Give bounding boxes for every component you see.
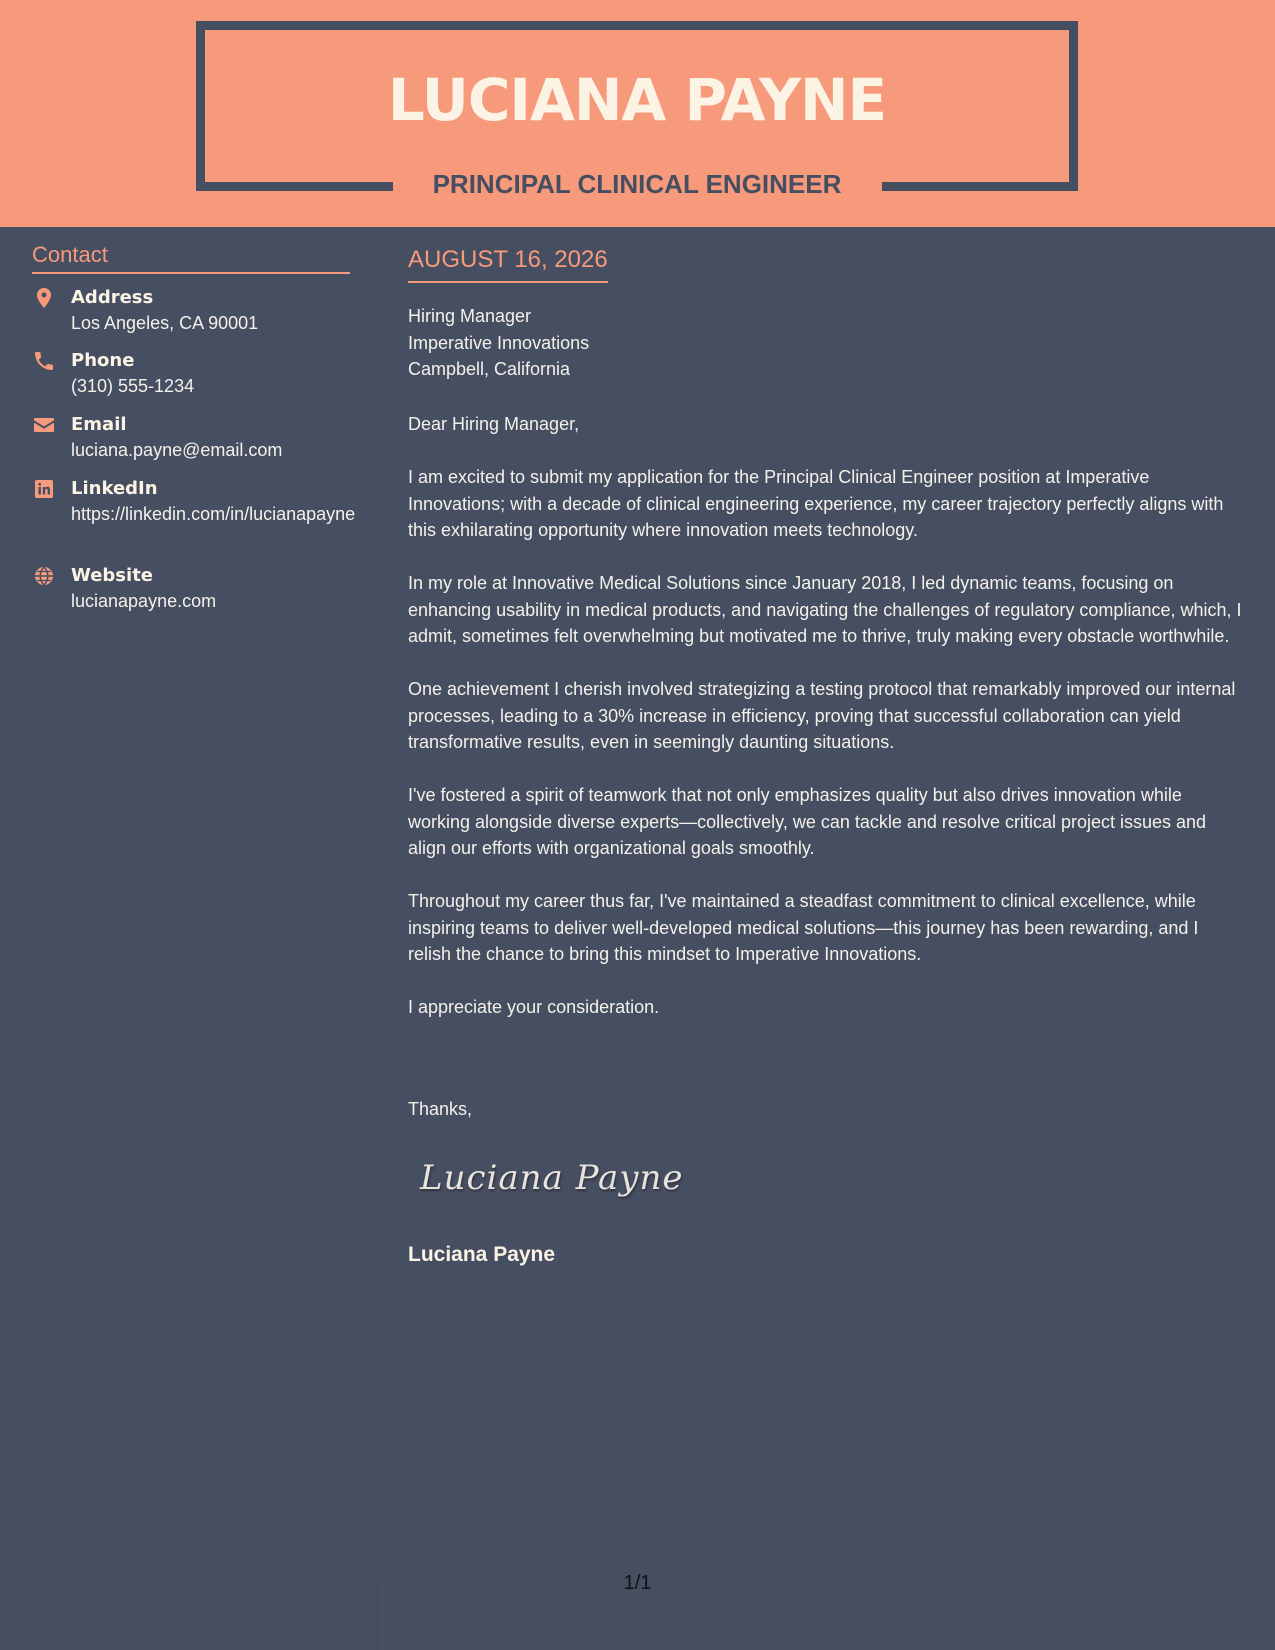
phone-icon: [32, 349, 56, 373]
letter-paragraph: I've fostered a spirit of teamwork that not only emphasizes quality but also drives innovation while working alongside diverse experts—collectively, we can tackle and resolve critical project issues and align our efforts with organizational goals smoothly.: [408, 785, 1207, 858]
salutation: Dear Hiring Manager,: [408, 414, 580, 434]
signer-name: Luciana Payne: [408, 1243, 556, 1266]
letter-paragraph: I am excited to submit my application for the Principal Clinical Engineer position at Imperative Innovations; with a decade of clinical engineering experience, my career trajectory perfectly aligns with this exhilarating opportunity where innovation meets technology.: [408, 467, 1224, 540]
signature: Luciana Payne: [420, 1158, 684, 1198]
contact-label: Phone: [71, 350, 135, 371]
candidate-name: LUCIANA PAYNE: [387, 66, 887, 134]
letter-date: AUGUST 16, 2026: [408, 244, 608, 283]
recipient-company: Imperative Innovations: [408, 332, 590, 353]
contact-label: LinkedIn: [71, 478, 158, 499]
contact-label: Website: [71, 565, 154, 586]
contact-label: Address: [71, 287, 154, 308]
letter-paragraph: One achievement I cherish involved strategizing a testing protocol that remarkably improved our internal processes, leading to a 30% increase in efficiency, proving that successful collaboration can yield transformative results, even in seemingly daunting situations.: [408, 679, 1236, 752]
contact-value: (310) 555-1234: [71, 376, 195, 396]
contact-label: Email: [71, 414, 127, 435]
header-banner: [0, 0, 1275, 227]
recipient-name: Hiring Manager: [408, 306, 532, 326]
contact-value: Los Angeles, CA 90001: [71, 313, 259, 333]
job-title: PRINCIPAL CLINICAL ENGINEER: [432, 169, 842, 199]
recipient-location: Campbell, California: [408, 359, 571, 379]
closing: Thanks,: [408, 1099, 473, 1119]
envelope-icon: [32, 413, 56, 437]
linkedin-link[interactable]: https://linkedin.com/in/lucianapayne: [71, 504, 356, 524]
contact-heading: Contact: [32, 240, 350, 274]
letter-body: [408, 411, 1246, 1047]
letter-paragraph: Throughout my career thus far, I've maintained a steadfast commitment to clinical excellence, while inspiring teams to deliver well-developed medical solutions—this journey has been rewarding, and I relish the chance to bring this mindset to Imperative Innovations.: [408, 891, 1199, 964]
map-pin-icon: [32, 286, 56, 310]
letter-paragraph: I appreciate your consideration.: [408, 997, 660, 1017]
email-link[interactable]: luciana.payne@email.com: [71, 440, 283, 460]
letter-paragraph: In my role at Innovative Medical Solutions since January 2018, I led dynamic teams, focusing on enhancing usability in medical products, and navigating the challenges of regulatory compliance, which, I admit, sometimes felt overwhelming but motivated me to thrive, truly making every obstacle worthwhile.: [408, 573, 1242, 646]
linkedin-icon: [32, 477, 56, 501]
recipient-block: [408, 303, 589, 383]
page-number: 1/1: [623, 1572, 652, 1594]
website-link[interactable]: lucianapayne.com: [71, 591, 217, 611]
globe-icon: [32, 564, 56, 588]
